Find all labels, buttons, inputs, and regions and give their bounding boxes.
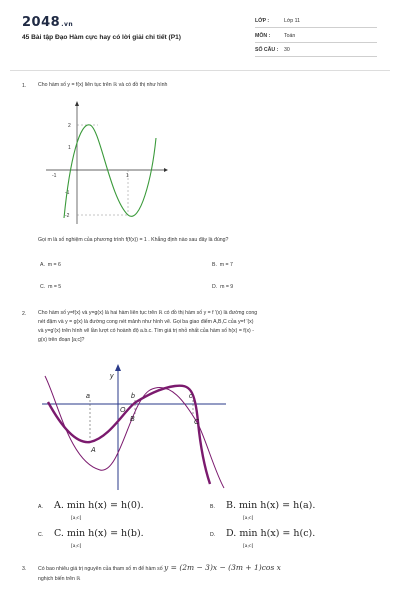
q1-tick-x1: 1: [126, 173, 129, 179]
q2-number: 2.: [22, 311, 27, 317]
q1-option-d-text: m = 9: [220, 284, 234, 290]
q1-option-d-letter: D.: [212, 284, 218, 290]
q2-option-a-sub: [a;c]: [71, 516, 82, 521]
q2-graph: [40, 362, 230, 492]
q2-option-a-formula: min h(x) = h(0).: [66, 500, 144, 511]
q1-y-arrow: [75, 101, 79, 106]
q1-option-b[interactable]: [212, 262, 233, 268]
logo-suffix: .vn: [61, 21, 74, 28]
logo-text: 2048: [22, 15, 61, 30]
q2-option-b-letter: B.: [210, 504, 215, 510]
q1-option-c-letter: C.: [40, 284, 46, 290]
count-underline: [255, 56, 377, 57]
q2-label-c: c: [189, 393, 193, 400]
q2-label-point-c: C: [194, 419, 200, 426]
q3-stem-line: [38, 564, 281, 574]
q1-option-d[interactable]: [212, 284, 233, 290]
q1-option-a-text: m = 6: [47, 262, 61, 268]
subject-underline: [255, 42, 377, 43]
q2-option-b[interactable]: [210, 500, 315, 522]
header-divider: [10, 70, 390, 71]
q1-tick-y2: 2: [68, 123, 71, 129]
q3-stem: Có bao nhiêu giá trị nguyên của tham số m để hàm số: [38, 566, 163, 572]
q2-option-c-letter: C.: [38, 532, 44, 538]
q2-option-d-formula: min h(x) = h(c).: [239, 528, 316, 539]
q2-label-origin: O: [120, 407, 126, 414]
q2-label-point-b: B: [130, 416, 135, 423]
q1-curve: [64, 125, 156, 218]
q2-line-1: Cho hàm số y=f(x) và y=g(x) là hai hàm liên tục trên ℝ có đồ thị hàm số y = f '(x) là đường cong: [38, 310, 258, 316]
q1-option-a[interactable]: [40, 262, 61, 268]
q2-option-b-sub: [a;c]: [243, 516, 254, 521]
q2-option-c-formula: min h(x) = h(b).: [66, 528, 144, 539]
q2-line-4: g(x) trên đoạn [a;c]?: [38, 337, 85, 343]
q1-tick-y1: 1: [68, 145, 71, 151]
q2-option-b-prefix: B.: [226, 500, 237, 511]
q3-number: 3.: [22, 566, 27, 572]
q1-question: Gọi m là số nghiệm của phương trình f(f(x)) = 1 . Khẳng định nào sau đây là đúng?: [38, 237, 229, 243]
document-title: 45 Bài tập Đạo Hàm cực hay có lời giải chi tiết (P1): [22, 34, 181, 41]
q1-stem: Cho hàm số y = f(x) liên tục trên ℝ và có đồ thị như hình: [38, 82, 168, 88]
site-logo[interactable]: [22, 15, 73, 30]
q1-graph: [40, 98, 170, 228]
q2-option-d-prefix: D.: [226, 528, 237, 539]
header: [0, 0, 400, 62]
q2-line-3: và y=g'(x) trên hình vẽ lần lượt có hoành độ a.b.c. Tìm giá trị nhỏ nhất của hàm số h(x) = f(x) -: [38, 328, 254, 334]
class-label: LỚP :: [255, 18, 270, 24]
q2-option-a-prefix: A.: [54, 500, 64, 511]
q2-y-arrow: [115, 364, 121, 371]
q1-option-c[interactable]: [40, 284, 61, 290]
q1-option-b-text: m = 7: [219, 262, 233, 268]
q2-option-c-prefix: C.: [54, 528, 64, 539]
q2-label-point-a: A: [91, 447, 96, 454]
q1-tick-ym1: -1: [65, 190, 70, 196]
subject-label: MÔN :: [255, 33, 271, 39]
class-underline: [255, 27, 377, 28]
q1-option-a-letter: A.: [40, 262, 45, 268]
q2-bold-curve: [48, 386, 210, 484]
q2-option-c[interactable]: [38, 528, 144, 550]
q2-option-a-letter: A.: [38, 504, 43, 510]
q1-option-b-letter: B.: [212, 262, 217, 268]
q1-tick-ym2: -2: [65, 213, 70, 219]
q1-option-c-text: m = 5: [48, 284, 62, 290]
q2-label-a: a: [86, 393, 90, 400]
q1-number: 1.: [22, 83, 27, 89]
q2-label-y: y: [110, 373, 114, 380]
count-value: 30: [284, 47, 290, 53]
subject-value: Toán: [284, 33, 296, 39]
q1-x-arrow: [164, 168, 168, 172]
class-value: Lớp 11: [284, 18, 300, 24]
q3-line-2: nghịch biến trên ℝ: [38, 576, 81, 582]
q2-option-c-sub: [a;c]: [71, 544, 82, 549]
q1-tick-xm1: -1: [52, 173, 57, 179]
count-label: SỐ CÂU :: [255, 47, 279, 53]
q2-option-d-letter: D.: [210, 532, 216, 538]
q3-formula: y = (2m − 3)x − (3m + 1)cos x: [164, 563, 281, 572]
q2-option-d-sub: [a;c]: [243, 544, 254, 549]
q2-option-b-formula: min h(x) = h(a).: [239, 500, 316, 511]
q2-option-d[interactable]: [210, 528, 315, 550]
q2-label-b: b: [131, 393, 135, 400]
q2-option-a[interactable]: [38, 500, 144, 522]
q2-line-2: nét đậm và y = g(x) là đường cong nét mảnh như hình vẽ. Gọi ba giao điểm A,B,C của y=f '(x): [38, 319, 254, 325]
